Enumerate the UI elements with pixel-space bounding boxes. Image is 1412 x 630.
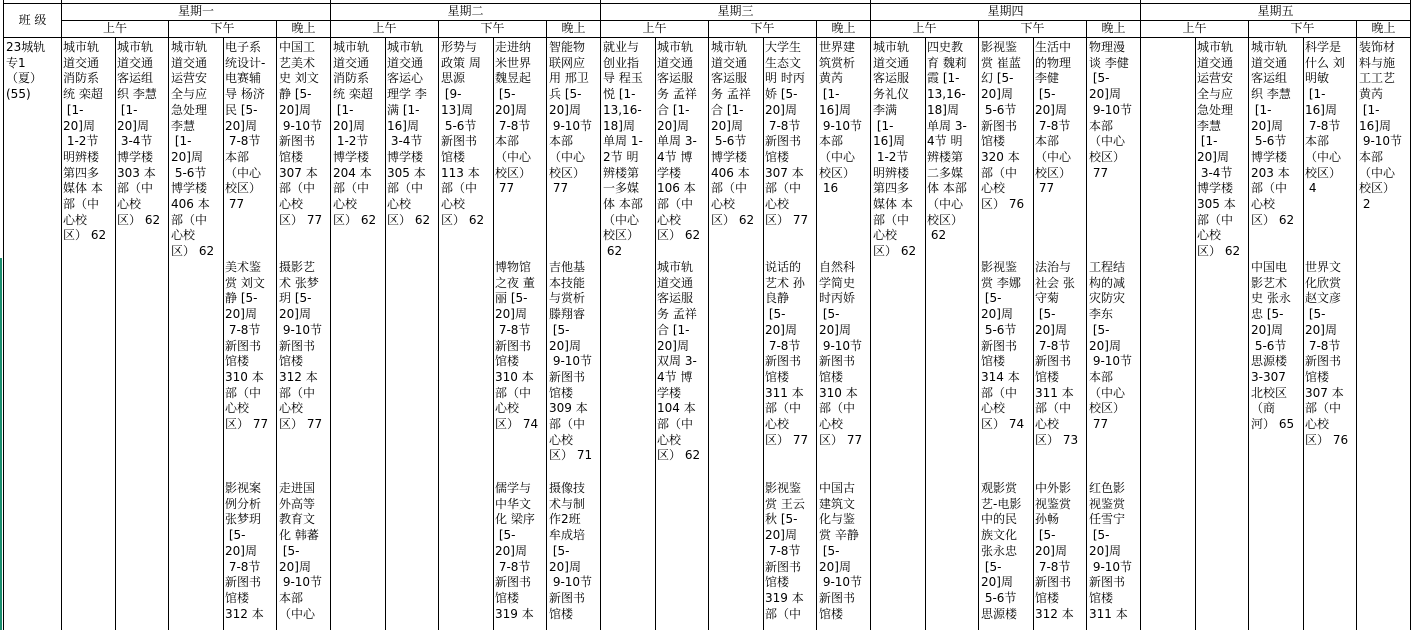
- grid-line: [1303, 37, 1304, 630]
- course-cell: 儒学与 中华文 化 梁序 [5- 20]周 7-8节 新图书 馆楼 319 本: [495, 481, 535, 621]
- day-header-mon: 星期一: [177, 4, 214, 18]
- period-pm: 下午: [210, 21, 235, 35]
- course-cell: 中外影 视鉴赏 孙畅 [5- 20]周 7-8节 新图书 馆楼 312 本: [1035, 481, 1074, 621]
- grid-line: [708, 20, 709, 630]
- course-cell: 影视鉴 赏 王云 秋 [5- 20]周 7-8节 新图书 馆楼 319 本 部（中: [765, 481, 805, 621]
- course-cell: 城市轨 道交通 客运服 务 孟祥 合 [1- 20]周 5-6节 博学楼 406 本 部（中 心校 区） 62: [711, 40, 755, 227]
- period-eve: 晚上: [291, 21, 316, 35]
- course-cell: 走进国 外高等 教育文 化 韩蕃 [5- 20]周 9-10节 本部 （中心: [279, 481, 323, 621]
- day-header-thu: 星期四: [987, 4, 1024, 18]
- course-cell: 城市轨 道交通 客运服 务 孟祥 合 [1- 20]周 双周 3- 4节 博 学楼 104 本 部（中 心校 区） 62: [657, 260, 701, 463]
- course-cell: 城市轨 道交通 客运组 织 李慧 [1- 20]周 5-6节 博学楼 203 本 部（中 心校 区） 62: [1251, 40, 1295, 227]
- course-cell: 博物馆 之夜 董 丽 [5- 20]周 7-8节 新图书 馆楼 310 本 部（中 心校 区） 74: [495, 260, 539, 432]
- course-cell: 观影赏 艺-电影 中的民 族文化 张永忠 [5- 20]周 5-6节 思源楼: [981, 481, 1022, 621]
- grid-line: [438, 20, 439, 630]
- grid-line: [600, 0, 601, 630]
- period-am: 上午: [372, 21, 397, 35]
- grid-line: [3, 0, 4, 630]
- grid-line: [385, 37, 386, 630]
- grid-line: [1033, 37, 1034, 630]
- grid-line: [115, 37, 116, 630]
- course-cell: 中国古 建筑文 化与鉴 赏 辛静 [5- 20]周 9-10节 新图书 馆楼: [819, 481, 863, 621]
- grid-line: [870, 0, 871, 630]
- grid-line: [3, 37, 1411, 38]
- course-cell: 工程结 构的减 灾防灾 李东 [5- 20]周 9-10节 本部 （中心 校区） 77: [1089, 260, 1133, 432]
- grid-line: [1248, 20, 1249, 630]
- course-cell: 中国工 艺美术 史 刘文 静 [5- 20]周 9-10节 新图书 馆楼 307 本 部（中 心校 区） 77: [279, 40, 323, 227]
- course-cell: 城市轨 道交通 消防系 统 栾超 [1- 20]周 1-2节 博学楼 204 本 部（中 心校 区） 62: [333, 40, 377, 227]
- grid-line: [925, 37, 926, 630]
- period-eve: 晚上: [1101, 21, 1126, 35]
- grid-line: [655, 37, 656, 630]
- course-cell: 美术鉴 赏 刘文 静 [5- 20]周 7-8节 新图书 馆楼 310 本 部（中 心校 区） 77: [225, 260, 269, 432]
- course-cell: 形势与 政策 周 思源 [9- 13]周 5-6节 新图书 馆楼 113 本 部（中 心校 区） 62: [441, 40, 485, 227]
- day-header-fri: 星期五: [1257, 4, 1294, 18]
- grid-line: [330, 0, 331, 630]
- course-cell: 吉他基 本技能 与赏析 滕翔睿 [5- 20]周 9-10节 新图书 馆楼 309 本 部（中 心校 区） 71: [549, 260, 593, 463]
- period-pm: 下午: [750, 21, 775, 35]
- row-marker: [0, 258, 2, 630]
- course-cell: 走进纳 米世界 魏昱起 [5- 20]周 7-8节 本部 （中心 校区） 77: [495, 40, 532, 196]
- course-cell: 科学是 什么 刘 明敏 [1- 16]周 7-8节 本部 （中心 校区） 4: [1305, 40, 1345, 196]
- course-cell: 影视鉴 赏 崔蓝 幻 [5- 20]周 5-6节 新图书 馆楼 320 本 部（中 心校 区） 76: [981, 40, 1025, 212]
- grid-line: [546, 20, 547, 630]
- class-header: 班 级: [18, 13, 47, 27]
- period-pm: 下午: [1020, 21, 1045, 35]
- course-cell: 影视案 例分析 张梦玥 [5- 20]周 7-8节 新图书 馆楼 312 本: [225, 481, 264, 621]
- course-cell: 城市轨 道交通 客运组 织 李慧 [1- 20]周 3-4节 博学楼 303 本 部（中 心校 区） 62: [117, 40, 161, 227]
- course-cell: 影视鉴 赏 李娜 [5- 20]周 5-6节 新图书 馆楼 314 本 部（中 心校 区） 74: [981, 260, 1025, 432]
- course-cell: 电子系 统设计- 电赛辅 导 杨济 民 [5- 20]周 7-8节 本部 （中心 校区） 77: [225, 40, 266, 212]
- course-cell: 生活中 的物理 李健 [5- 20]周 7-8节 本部 （中心 校区） 77: [1035, 40, 1072, 196]
- grid-line: [223, 37, 224, 630]
- period-eve: 晚上: [1371, 21, 1396, 35]
- period-am: 上午: [102, 21, 127, 35]
- period-am: 上午: [1182, 21, 1207, 35]
- period-am: 上午: [912, 21, 937, 35]
- course-cell: 四史教 育 魏莉 霞 [1- 13,16- 18]周 单周 3- 4节 明 辨楼第 二多媒 体 本部 （中心 校区） 62: [927, 40, 967, 243]
- course-cell: 世界建 筑赏析 黄芮 [1- 16]周 9-10节 本部 （中心 校区） 16: [819, 40, 863, 196]
- course-cell: 红色影 视鉴赏 任雪宁 [5- 20]周 9-10节 新图书 馆楼 311 本: [1089, 481, 1133, 621]
- day-header-tue: 星期二: [447, 4, 484, 18]
- grid-line: [168, 20, 169, 630]
- grid-line: [1410, 0, 1411, 630]
- course-cell: 就业与 创业指 导 程玉 悦 [1- 13,16- 18]周 单周 1- 2节 明 辨楼第 一多媒 体 本部 （中心 校区） 62: [603, 40, 643, 259]
- course-cell: 城市轨 道交通 运营安 全与应 急处理 李慧 [1- 20]周 3-4节 博学楼 305 本 部（中 心校 区） 62: [1197, 40, 1241, 259]
- course-cell: 大学生 生态文 明 时丙 娇 [5- 20]周 7-8节 新图书 馆楼 307 本 部（中 心校 区） 77: [765, 40, 809, 227]
- period-eve: 晚上: [831, 21, 856, 35]
- period-am: 上午: [642, 21, 667, 35]
- period-pm: 下午: [1290, 21, 1315, 35]
- grid-line: [763, 37, 764, 630]
- grid-line: [816, 20, 817, 630]
- grid-line: [1086, 20, 1087, 630]
- grid-line: [1195, 37, 1196, 630]
- course-cell: 物理漫 谈 李健 [5- 20]周 9-10节 本部 （中心 校区） 77: [1089, 40, 1133, 180]
- grid-line: [1356, 20, 1357, 630]
- period-pm: 下午: [480, 21, 505, 35]
- course-cell: 说话的 艺术 孙 良静 [5- 20]周 7-8节 新图书 馆楼 311 本 部（中 心校 区） 77: [765, 260, 809, 447]
- course-cell: 城市轨 道交通 客运服 务礼仪 李满 [1- 16]周 1-2节 明辨楼 第四多 媒体 本 部（中 心校 区） 62: [873, 40, 917, 259]
- course-cell: 城市轨 道交通 客运服 务 孟祥 合 [1- 20]周 单周 3- 4节 博 学楼 106 本 部（中 心校 区） 62: [657, 40, 701, 243]
- course-cell: 智能物 联网应 用 邢卫 兵 [5- 20]周 9-10节 本部 （中心 校区） 77: [549, 40, 593, 196]
- course-cell: 世界文 化欣赏 赵文彦 [5- 20]周 7-8节 新图书 馆楼 307 本 部（中 心校 区） 76: [1305, 260, 1349, 447]
- course-cell: 法治与 社会 张 守菊 [5- 20]周 7-8节 新图书 馆楼 311 本 部（中 心校 区） 73: [1035, 260, 1079, 447]
- course-cell: 自然科 学简史 时丙娇 [5- 20]周 9-10节 新图书 馆楼 310 本 部（中 心校 区） 77: [819, 260, 863, 447]
- course-cell: 城市轨 道交通 运营安 全与应 急处理 李慧 [1- 20]周 5-6节 博学楼 406 本 部（中 心校 区） 62: [171, 40, 215, 259]
- day-header-wed: 星期三: [717, 4, 754, 18]
- course-cell: 摄像技 术与制 作2班 牟成培 [5- 20]周 9-10节 新图书 馆楼: [549, 481, 593, 621]
- grid-line: [1140, 0, 1141, 630]
- course-cell: 中国电 影艺术 史 张永 忠 [5- 20]周 5-6节 思源楼 3-307 北校区 （商 河） 65: [1251, 260, 1295, 432]
- grid-line: [276, 20, 277, 630]
- grid-line: [493, 37, 494, 630]
- class-info: 23城轨 专1 （夏） (55): [6, 40, 46, 102]
- course-cell: 城市轨 道交通 客运心 理学 李 满 [1- 16]周 3-4节 博学楼 305 本 部（中 心校 区） 62: [387, 40, 431, 227]
- course-cell: 城市轨 道交通 消防系 统 栾超 [1- 20]周 1-2节 明辨楼 第四多 媒体 本 部（中 心校 区） 62: [63, 40, 107, 243]
- period-eve: 晚上: [561, 21, 586, 35]
- grid-line: [978, 20, 979, 630]
- grid-line: [61, 0, 62, 630]
- course-cell: 摄影艺 术 张梦 玥 [5- 20]周 9-10节 新图书 馆楼 312 本 部（中 心校 区） 77: [279, 260, 323, 432]
- course-cell: 装饰材 料与施 工工艺 黄芮 [1- 16]周 9-10节 本部 （中心 校区） 2: [1359, 40, 1403, 212]
